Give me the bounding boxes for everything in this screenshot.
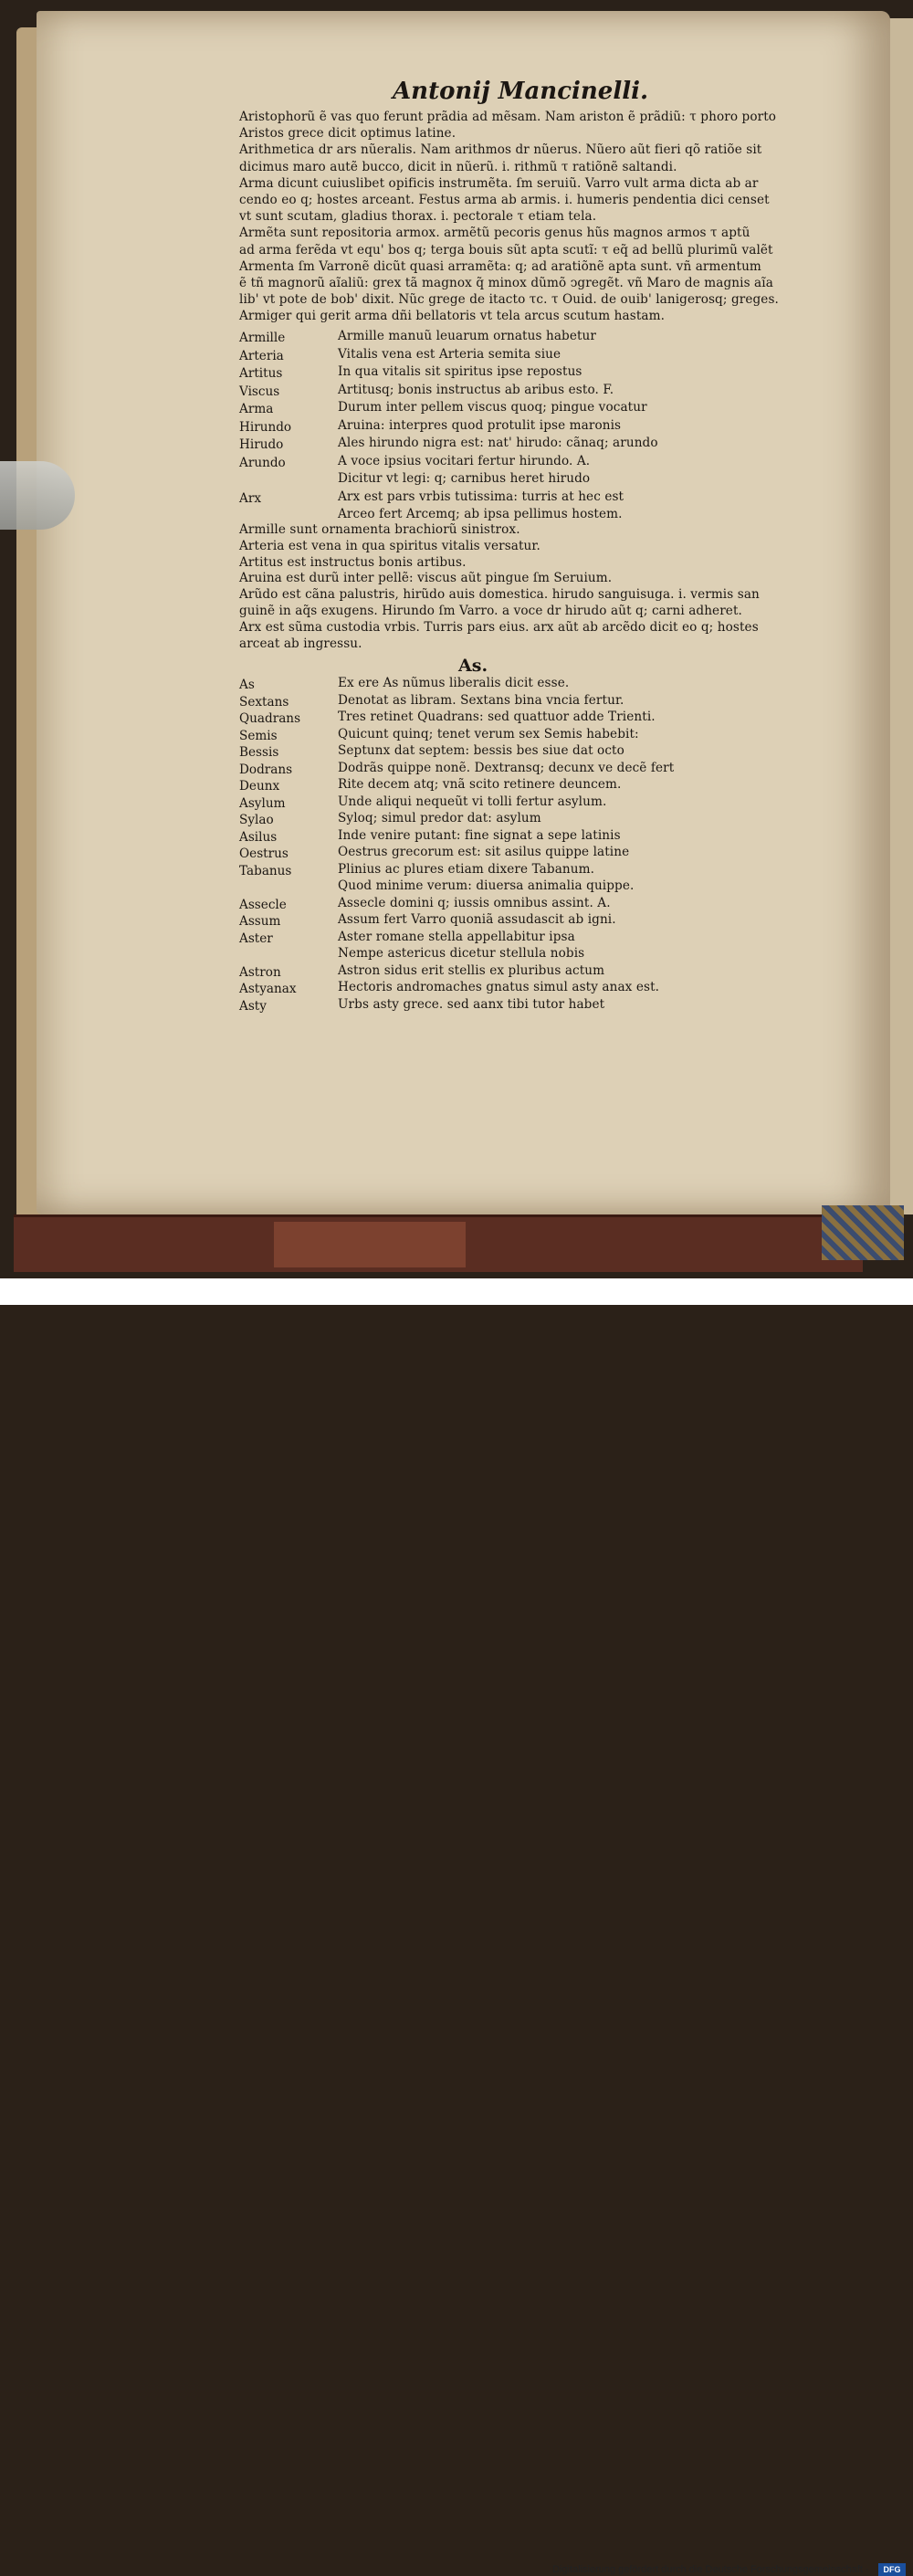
verse-line: Armille manuũ leuarum ornatus habetur xyxy=(338,329,596,343)
verse-line: Ex ere As nũmus liberalis dicit esse. xyxy=(338,676,570,690)
text-line: Armille sunt ornamenta brachiorũ sinistrox. xyxy=(239,522,520,537)
text-line: ẽ tñ magnorũ aĩaliũ: grex tã magnox q̃ minox dũmõ ↄgregẽt. vñ Maro de magnis aĩa xyxy=(239,276,773,290)
verse-term: Asty xyxy=(239,998,267,1014)
footer-bar xyxy=(0,1278,913,2575)
verse-term: Hirudo xyxy=(239,437,284,452)
verse-line: Aster romane stella appellabitur ipsa xyxy=(338,929,575,944)
verse-line: Quicunt quinq; tenet verum sex Semis habebit: xyxy=(338,726,639,741)
verse-line: Aruina: interpres quod protulit ipse maronis xyxy=(338,417,622,433)
running-header: Antonij Mancinelli. xyxy=(393,78,649,105)
text-line: Artitus est instructus bonis artibus. xyxy=(239,554,467,570)
verse-line: Inde venire putant: fine signat a sepe latinis xyxy=(338,827,621,843)
verse-line: Denotat as libram. Sextans bina vncia fertur. xyxy=(338,692,624,708)
verse-line: A voce ipsius vocitari fertur hirundo. A. xyxy=(338,453,591,468)
verse-line: Quod minime verum: diuersa animalia quippe. xyxy=(338,878,635,893)
verse-line: Septunx dat septem: bessis bes siue dat octo xyxy=(338,743,624,758)
text-line: ad arma ferẽda vt equ' bos q; terga bouis sũt apta scutĩ: τ eq̃ ad bellũ plurimũ valẽt xyxy=(239,242,773,258)
verse-line: Assum fert Varro quoniã assudascit ab igni. xyxy=(338,912,616,927)
section-title: As. xyxy=(458,656,488,676)
verse-term: Artitus xyxy=(239,366,283,381)
verse-term: Astron xyxy=(239,964,281,980)
page-clip xyxy=(0,461,75,530)
verse-term: Sextans xyxy=(239,694,289,710)
verse-term: Aster xyxy=(239,931,273,946)
text-line: guinẽ in aq̃s exugens. Hirundo ſm Varro. a voce dr hirudo aũt q; carni adheret. xyxy=(239,604,742,618)
text-line: Aruina est durũ inter pellẽ: viscus aũt pingue ſm Seruium. xyxy=(239,571,613,586)
text-line: Aristophorũ ẽ vas quo ferunt prãdia ad mẽsam. Nam ariston ẽ prãdiũ: τ phoro porto xyxy=(239,110,777,124)
verse-term: Deunx xyxy=(239,779,280,794)
text-line: arceat ab ingressu. xyxy=(239,636,362,651)
text-line: dicimus maro autẽ bucco, dicit in nũerũ. i. rithmũ τ ratiõnẽ saltandi. xyxy=(239,159,677,174)
verse-term: Asilus xyxy=(239,829,278,845)
verse-term: Armille xyxy=(239,331,286,345)
text-line: cendo eo q; hostes arceant. Festus arma ab armis. i. humeris pendentia dici censet xyxy=(239,193,770,207)
verse-line: Dodrãs quippe nonẽ. Dextransq; decunx ve decẽ fert xyxy=(338,760,675,775)
text-line: Arithmetica dr ars nũeralis. Nam arithmos dr nũerus. Nũero aũt fieri qõ ratiõe sit xyxy=(239,142,762,158)
verse-term: Sylao xyxy=(239,813,274,827)
text-line: Arma dicunt cuiuslibet opificis instrumẽta. ſm seruiũ. Varro vult arma dicta ab ar xyxy=(239,175,759,191)
verse-line: Arceo fert Arcemq; ab ipsa pellimus hostem. xyxy=(338,507,623,521)
scan-background xyxy=(0,0,913,1278)
verse-term: Asylum xyxy=(239,795,286,811)
verse-line: In qua vitalis sit spiritus ipse repostus xyxy=(338,364,582,379)
text-line: Arũdo est cãna palustris, hirũdo auis domestica. hirudo sanguisuga. i. vermis san xyxy=(239,587,760,603)
verse-line: Unde aliqui nequeũt vi tolli fertur asylum. xyxy=(338,794,607,809)
book-cover-patch xyxy=(274,1222,466,1267)
verse-term: Bessis xyxy=(239,745,279,760)
dfg-logo: DFG xyxy=(878,2563,906,2576)
verse-term: Assecle xyxy=(239,897,287,912)
verse-term: Dodrans xyxy=(239,762,293,777)
verse-line: Plinius ac plures etiam dixere Tabanum. xyxy=(338,861,595,877)
text-line: Arx est sũma custodia vrbis. Turris pars eius. arx aũt ab arcẽdo dicit eo q; hostes xyxy=(239,619,759,635)
text-line: Armenta ſm Varronẽ dicũt quasi arramẽta: q; ad aratiõnẽ apta sunt. vñ armentum xyxy=(239,258,761,274)
bookmark-ribbon xyxy=(822,1205,904,1260)
text-line: Aristos grece dicit optimus latine. xyxy=(239,126,456,142)
verse-line: Syloq; simul predor dat: asylum xyxy=(338,811,541,825)
text-line: vt sunt scutam, gladius thorax. i. pectorale τ etiam tela. xyxy=(239,209,597,225)
verse-term: Assum xyxy=(239,914,281,929)
verse-line: Ales hirundo nigra est: nat' hirudo: cãnaq; arundo xyxy=(338,436,658,450)
verse-term: Hirundo xyxy=(239,419,292,435)
verse-line: Nempe astericus dicetur stellula nobis xyxy=(338,946,585,961)
verse-line: Oestrus grecorum est: sit asilus quippe latine xyxy=(338,845,630,859)
verse-term: Arma xyxy=(239,402,274,416)
verse-term: As xyxy=(239,678,255,692)
verse-line: Durum inter pellem viscus quoq; pingue vocatur xyxy=(338,400,647,415)
verse-line: Astron sidus erit stellis ex pluribus actum xyxy=(338,962,605,978)
verse-line: Arx est pars vrbis tutissima: turris at hec est xyxy=(338,489,624,504)
verse-term: Semis xyxy=(239,728,278,743)
text-line: Armẽta sunt repositoria armox. armẽtũ pecoris genus hũs magnos armos τ aptũ xyxy=(239,226,750,241)
verse-line: Tres retinet Quadrans: sed quattuor adde Trienti. xyxy=(338,710,656,724)
text-line: Armiger qui gerit arma dñi bellatoris vt tela arcus scutum hastam. xyxy=(239,309,665,324)
verse-line: Dicitur vt legi: q; carnibus heret hirudo xyxy=(338,471,591,486)
verse-line: Assecle domini q; iussis omnibus assint. A. xyxy=(338,895,611,910)
verse-term: Arx xyxy=(239,490,261,506)
verse-line: Hectoris andromaches gnatus simul asty anax est. xyxy=(338,980,660,994)
verse-term: Tabanus xyxy=(239,863,292,878)
verse-line: Rite decem atq; vnã scito retinere deuncem. xyxy=(338,777,622,792)
verse-term: Astyanax xyxy=(239,982,297,996)
verse-term: Quadrans xyxy=(239,711,301,726)
verse-line: Artitusq; bonis instructus ab aribus esto. F. xyxy=(338,382,614,397)
verse-term: Arundo xyxy=(239,455,286,470)
footer-credit: Digitalisierung gefördert durch die Deutsche Forschungsgemeinschaft · xyxy=(552,2564,869,2575)
verse-term: Arteria xyxy=(239,348,284,363)
verse-term: Oestrus xyxy=(239,846,289,861)
text-line: lib' vt pote de bob' dixit. Nũc grege de itacto τc. τ Ouid. de ouib' lanigerosq; greges. xyxy=(239,292,779,308)
verse-line: Urbs asty grece. sed aanx tibi tutor habet xyxy=(338,996,605,1012)
text-line: Arteria est vena in qua spiritus vitalis versatur. xyxy=(239,538,540,553)
verse-term: Viscus xyxy=(239,384,280,399)
verse-line: Vitalis vena est Arteria semita siue xyxy=(338,346,561,362)
